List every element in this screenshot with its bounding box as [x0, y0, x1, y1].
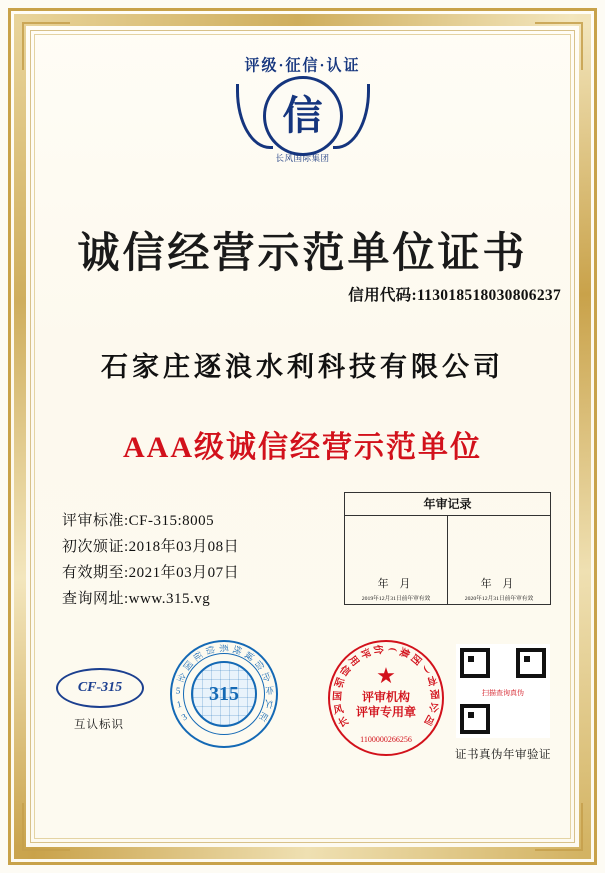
red-seal-center: [328, 690, 444, 720]
detail-valid-until: 有效期至:2021年03月07日: [62, 565, 240, 581]
detail-issue-date: 初次颁证:2018年03月08日: [62, 539, 240, 555]
emblem-center-character: 信: [282, 93, 323, 138]
annual-review-title: 年审记录: [345, 493, 550, 516]
seals-row: [40, 640, 565, 770]
annual-review-table: [344, 492, 551, 605]
page-title: 诚信经营示范单位证书: [77, 231, 528, 277]
qr-code-icon[interactable]: [456, 644, 550, 738]
cf-mark-caption: 互认标识: [74, 719, 124, 731]
red-review-seal: 长 风 国 际 信 用 评 价 ( 集 团 ) 有 限 公 司 ★ 评审机构 评审专用章 1100000266256: [328, 640, 444, 756]
red-seal-line1: 评审机构: [361, 690, 410, 704]
certificate-details: [62, 508, 239, 612]
cf-mark-seal: [56, 668, 142, 732]
detail-query-url[interactable]: 查询网址:www.315.vg: [62, 591, 211, 607]
red-seal-line2: 评审专用章: [355, 705, 416, 719]
globe-seal-center-text: 315: [209, 682, 239, 705]
annual-review-note-1: 2019年12月31日前年审有效: [361, 596, 431, 602]
credit-code-label: 信用代码:: [348, 287, 417, 304]
emblem-circle: [263, 76, 343, 156]
annual-review-date-2: 年 月: [480, 578, 518, 590]
annual-review-note-2: 2020年12月31日前年审有效: [464, 596, 534, 602]
credit-code-value: 113018518030806237: [416, 287, 561, 304]
emblem-organization-name: 长风国际集团: [275, 153, 330, 163]
annual-review-cell-1: [345, 516, 447, 604]
qr-finder-top-left: [460, 648, 490, 678]
qr-finder-top-right: [516, 648, 546, 678]
annual-review-date-1: 年 月: [377, 578, 415, 590]
cf-mark-text: CF-315: [56, 668, 144, 708]
qr-finder-bottom-left: [460, 704, 490, 734]
qr-verification-block: [451, 644, 555, 762]
emblem: [40, 54, 565, 179]
company-name: 石家庄逐浪水利科技有限公司: [101, 352, 504, 382]
qr-caption: 证书真伪年审验证: [455, 749, 551, 761]
emblem-arc-text: 评级·征信·认证: [244, 57, 361, 75]
globe-seal-ring-text: 3 1 5 全 国 征 信 系 统 诚 信 企 业 认 证: [174, 643, 275, 724]
detail-standard: 评审标准:CF-315:8005: [62, 513, 215, 529]
globe-seal: [170, 640, 278, 748]
annual-review-cell-2: [447, 516, 550, 604]
award-level: AAA级诚信经营示范单位: [123, 431, 482, 464]
star-icon: ★: [376, 663, 396, 688]
certificate-content: [40, 40, 565, 833]
qr-overlay-label: 扫描查询真伪: [482, 688, 524, 697]
red-seal-number: 1100000266256: [360, 735, 412, 744]
globe-icon: [191, 661, 257, 727]
credit-code: [348, 283, 561, 305]
